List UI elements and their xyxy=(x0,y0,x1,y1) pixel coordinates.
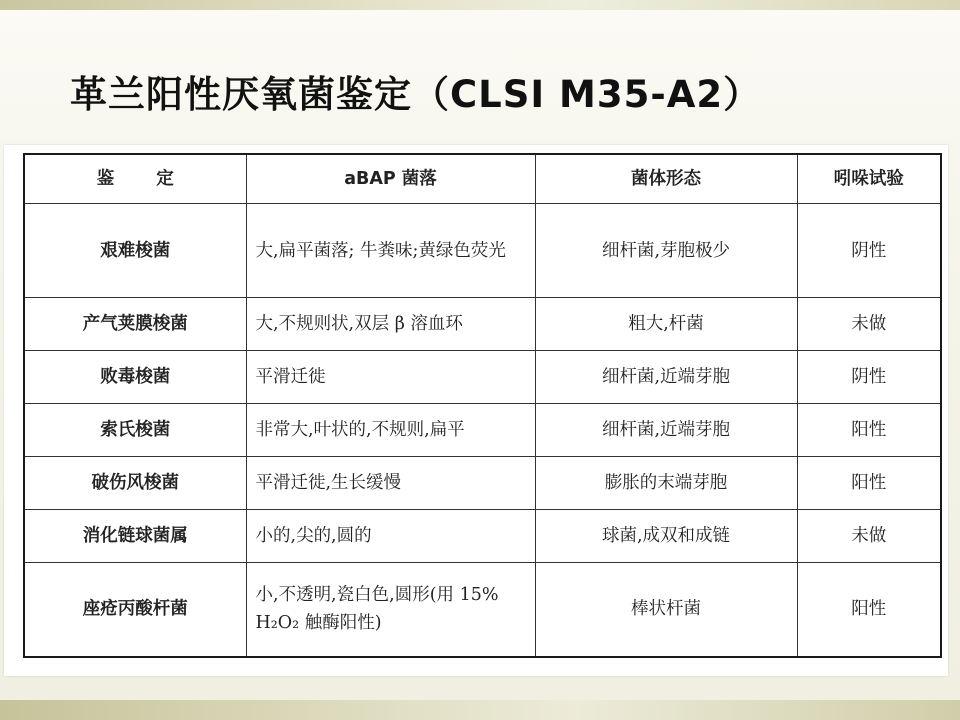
morphology-cell: 细杆菌,近端芽胞 xyxy=(535,404,797,457)
morphology-cell: 细杆菌,芽胞极少 xyxy=(535,204,797,298)
top-decor-band xyxy=(0,0,960,10)
column-header-colony: aBAP 菌落 xyxy=(246,154,535,204)
slide-title: 革兰阳性厌氧菌鉴定（CLSI M35-A2） xyxy=(70,73,762,116)
column-header-morphology: 菌体形态 xyxy=(535,154,797,204)
colony-cell: 大,不规则状,双层 β 溶血环 xyxy=(246,298,535,351)
colony-cell: 大,扁平菌落; 牛粪味;黄绿色荧光 xyxy=(246,204,535,298)
indole-cell: 阳性 xyxy=(797,563,941,657)
indole-cell: 阴性 xyxy=(797,204,941,298)
table-header-row xyxy=(24,154,941,204)
organism-cell: 破伤风梭菌 xyxy=(24,457,246,510)
organism-cell: 艰难梭菌 xyxy=(24,204,246,298)
indole-cell: 阳性 xyxy=(797,457,941,510)
colony-cell: 平滑迁徙,生长缓慢 xyxy=(246,457,535,510)
organism-cell: 索氏梭菌 xyxy=(24,404,246,457)
table-row xyxy=(24,404,941,457)
morphology-cell: 粗大,杆菌 xyxy=(535,298,797,351)
colony-cell: 非常大,叶状的,不规则,扁平 xyxy=(246,404,535,457)
morphology-cell: 细杆菌,近端芽胞 xyxy=(535,351,797,404)
organism-cell: 产气荚膜梭菌 xyxy=(24,298,246,351)
colony-cell: 小的,尖的,圆的 xyxy=(246,510,535,563)
organism-cell: 消化链球菌属 xyxy=(24,510,246,563)
table-row xyxy=(24,204,941,298)
table-row xyxy=(24,457,941,510)
indole-cell: 阴性 xyxy=(797,351,941,404)
colony-cell: 平滑迁徙 xyxy=(246,351,535,404)
table-row xyxy=(24,563,941,657)
column-header-indole: 吲哚试验 xyxy=(797,154,941,204)
colony-cell: 小,不透明,瓷白色,圆形(用 15% H₂O₂ 触酶阳性) xyxy=(246,563,535,657)
organism-cell: 败毒梭菌 xyxy=(24,351,246,404)
indole-cell: 未做 xyxy=(797,298,941,351)
morphology-cell: 膨胀的末端芽胞 xyxy=(535,457,797,510)
table-row xyxy=(24,298,941,351)
morphology-cell: 球菌,成双和成链 xyxy=(535,510,797,563)
table-row xyxy=(24,510,941,563)
morphology-cell: 棒状杆菌 xyxy=(535,563,797,657)
column-header-identification: 鉴 定 xyxy=(24,154,246,204)
indole-cell: 未做 xyxy=(797,510,941,563)
identification-table xyxy=(23,153,942,658)
indole-cell: 阳性 xyxy=(797,404,941,457)
organism-cell: 座疮丙酸杆菌 xyxy=(24,563,246,657)
table-row xyxy=(24,351,941,404)
table-panel xyxy=(4,145,948,676)
bottom-decor-band xyxy=(0,700,960,720)
